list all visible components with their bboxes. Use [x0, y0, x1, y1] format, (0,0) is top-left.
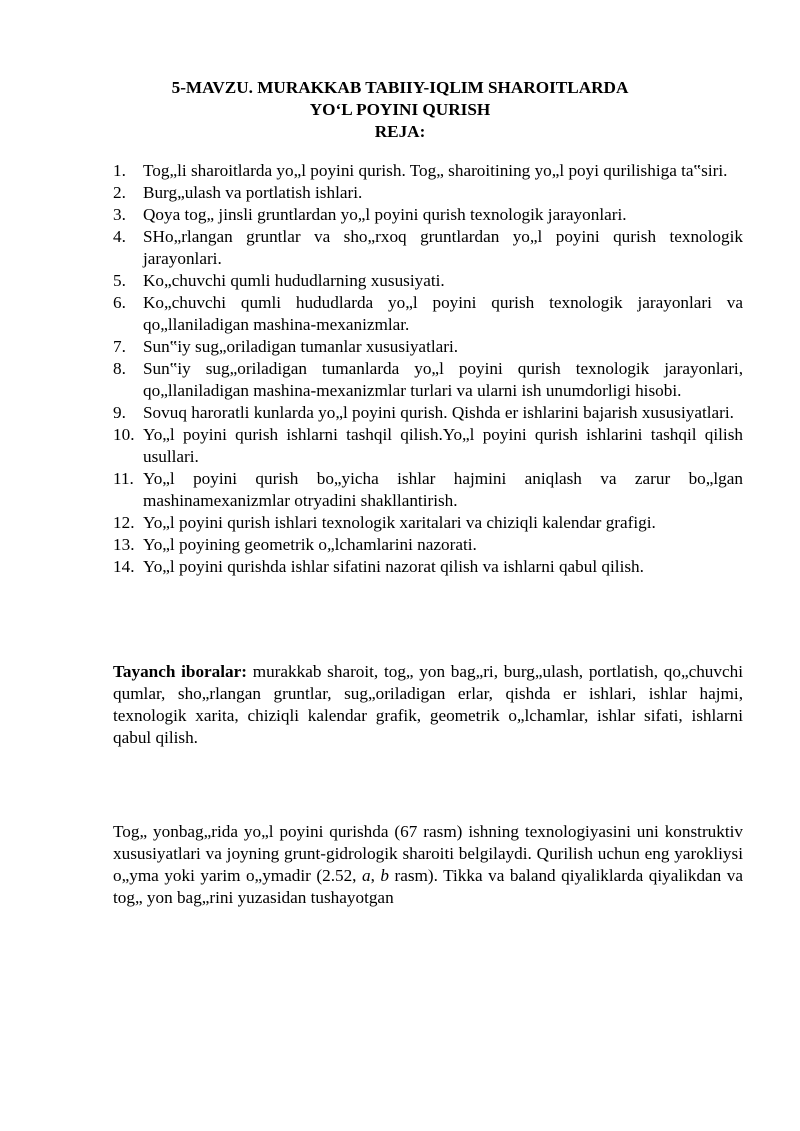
keywords-text: murakkab sharoit, tog„ yon bag„ri, burg„ulash, portlatish, qo„chuvchi qumlar, sho„rlangan gruntlar, sug„oriladigan erlar, qishda er ishlari, ishlar hajmi, texnologik xarita, chiziqli kalendar grafik, geometrik o„lchamlar, ishlar sifati, ishlarni qabul qilish.: [113, 662, 743, 747]
plan-item: [113, 160, 743, 182]
plan-item: [113, 556, 743, 578]
body-text-part-2: rasm). Tikka va baland qiyaliklarda qiyalikdan va tog„ yon bag„rini yuzasidan tushayotgan: [113, 866, 744, 907]
plan-item: [113, 402, 743, 424]
plan-item: [113, 182, 743, 204]
plan-item-number: 9.: [113, 403, 126, 422]
plan-item-text: Sun‟iy sug„oriladigan tumanlarda yo„l poyini qurish texnologik jarayonlari, qo„llaniladigan mashina-mexanizmlar turlari va ularni ish unumdorligi hisobi.: [143, 359, 743, 400]
plan-item-text: Tog„li sharoitlarda yo„l poyini qurish. Tog„ sharoitining yo„l poyi qurilishiga ta‟siri.: [143, 161, 728, 180]
plan-item-number: 2.: [113, 183, 126, 202]
title-line-2: YO‘L POYINI QURISH: [309, 100, 491, 119]
plan-item-number: 4.: [113, 227, 126, 246]
plan-item: [113, 204, 743, 226]
plan-item-text: Ko„chuvchi qumli hududlarda yo„l poyini qurish texnologik jarayonlari va qo„llaniladigan mashina-mexanizmlar.: [143, 293, 743, 334]
plan-item: [113, 424, 743, 468]
plan-item-text: Yo„l poyining geometrik o„lchamlarini nazorati.: [143, 535, 477, 554]
title-line-1: 5-MAVZU. MURAKKAB TABIIY-IQLIM SHAROITLARDA: [171, 78, 629, 97]
plan-item-text: Qoya tog„ jinsli gruntlardan yo„l poyini qurish texnologik jarayonlari.: [143, 205, 627, 224]
keywords-paragraph: [113, 661, 743, 749]
keywords-label: Tayanch iboralar:: [113, 662, 247, 681]
plan-item-number: 5.: [113, 271, 126, 290]
plan-item: [113, 512, 743, 534]
plan-item-number: 14.: [113, 557, 135, 576]
plan-item-number: 1.: [113, 161, 126, 180]
plan-item-number: 10.: [113, 425, 135, 444]
plan-item-number: 6.: [113, 293, 126, 312]
plan-item-text: Burg„ulash va portlatish ishlari.: [143, 183, 363, 202]
figure-ref-b: b: [380, 866, 389, 885]
plan-item: [113, 226, 743, 270]
plan-item-number: 7.: [113, 337, 126, 356]
plan-item-number: 12.: [113, 513, 135, 532]
plan-item-text: Yo„l poyini qurishda ishlar sifatini nazorat qilish va ishlarni qabul qilish.: [143, 557, 644, 576]
plan-item: [113, 292, 743, 336]
figure-ref-separator: ,: [370, 866, 381, 885]
plan-item-number: 3.: [113, 205, 126, 224]
plan-item-text: Yo„l poyini qurish ishlarni tashqil qilish.Yo„l poyini qurish ishlarini tashqil qilish usullari.: [143, 425, 743, 466]
plan-heading: REJA:: [374, 122, 426, 141]
figure-ref-a: a: [361, 866, 371, 885]
plan-item-number: 11.: [113, 469, 134, 488]
plan-item-text: Ko„chuvchi qumli hududlarning xususiyati.: [143, 271, 445, 290]
plan-item: [113, 358, 743, 402]
plan-item-text: Sun‟iy sug„oriladigan tumanlar xususiyatlari.: [143, 337, 459, 356]
plan-item: [113, 270, 743, 292]
lecture-title: [0, 77, 800, 143]
plan-list: [113, 160, 743, 578]
plan-item-text: SHo„rlangan gruntlar va sho„rxoq gruntlardan yo„l poyini qurish texnologik jarayonlari.: [143, 227, 743, 268]
plan-item-number: 8.: [113, 359, 126, 378]
plan-item-text: Yo„l poyini qurish bo„yicha ishlar hajmini aniqlash va zarur bo„lgan mashinamexanizmlar otryadini shakllantirish.: [143, 469, 743, 510]
plan-item: [113, 534, 743, 556]
body-text-part-1: Tog„ yonbag„rida yo„l poyini qurishda (67 rasm) ishning texnologiyasini uni konstruktiv xususiyatlari va joyning grunt-gidrologik sharoiti belgilaydi. Qurilish uchun eng yarokliysi o„yma yoki yarim o„ymadir (2.52,: [113, 822, 743, 885]
plan-item: [113, 336, 743, 358]
plan-item-number: 13.: [113, 535, 135, 554]
plan-item-text: Sovuq haroratli kunlarda yo„l poyini qurish. Qishda er ishlarini bajarish xususiyatlari.: [143, 403, 734, 422]
plan-item: [113, 468, 743, 512]
plan-item-text: Yo„l poyini qurish ishlari texnologik xaritalari va chiziqli kalendar grafigi.: [143, 513, 656, 532]
body-paragraph: [113, 821, 743, 909]
